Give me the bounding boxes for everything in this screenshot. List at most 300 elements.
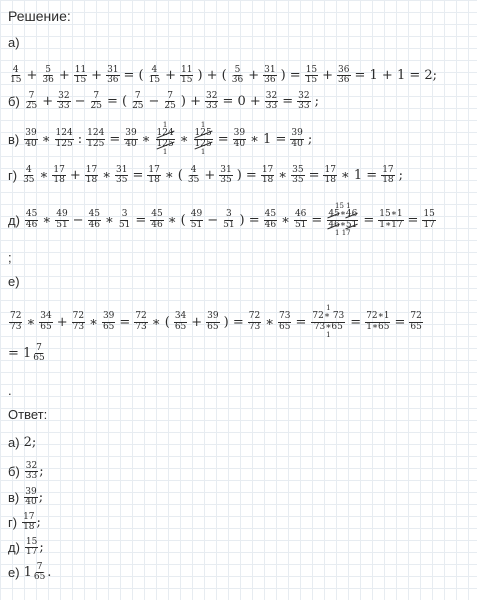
dot-text: . [8,383,12,398]
denominator: 51 [56,219,68,230]
operator: : [77,131,83,147]
fraction [25,462,38,482]
numerator: 17 [324,165,336,175]
fraction [118,210,131,230]
operator: ∗ [141,131,151,147]
fraction [134,312,147,332]
denominator: 35 [187,175,200,186]
fraction [422,210,435,230]
fraction [25,538,38,558]
fraction [222,210,235,230]
denominator: 17 [25,547,38,558]
cancelled-fraction [194,122,213,157]
denominator: 46 [25,219,38,230]
cancelled-number: 125 [156,138,174,149]
operator: ∗ [26,314,36,330]
denominator: 15 [74,75,87,86]
fraction [24,129,37,149]
fraction [88,210,101,230]
fraction [264,210,277,230]
operator: ; [314,94,319,110]
numerator: 72∗1 [366,311,390,322]
denominator: 46 [88,219,101,230]
numerator: 39 [291,128,303,139]
fraction [409,312,422,332]
cancelled-number: 125 [194,128,212,139]
fraction [323,166,336,186]
part-d-label: д) [8,212,20,228]
operator: ; [307,131,313,147]
answer-item [8,488,43,508]
part-g-label: г) [8,168,18,184]
numerator: 15 [305,65,318,75]
answer-label: д) [8,540,20,556]
numerator: 72 [10,311,22,322]
fraction [233,129,246,149]
numerator: 4 [151,65,158,75]
cancelled-fraction [311,305,345,340]
operator: ; [398,168,404,184]
numerator: 73 [279,311,291,322]
numerator: 7 [28,91,35,101]
part-b-equation [8,92,322,112]
denominator: 17 [423,219,435,230]
fraction [231,66,244,86]
operator: + [91,68,103,84]
denominator: 35 [292,175,304,186]
numerator: 34 [40,311,52,322]
numerator: 4 [190,165,197,175]
denominator: 36 [264,75,276,86]
fraction [25,92,38,112]
fraction [115,166,128,186]
fraction [106,66,119,86]
fraction [39,312,52,332]
numerator: 4 [12,65,19,75]
denominator: 125 [55,138,73,149]
denominator: 65 [174,321,187,332]
fraction [150,210,163,230]
fraction [25,210,38,230]
answer-item [8,563,51,583]
numerator: 7 [36,562,43,572]
operator: + [322,68,334,84]
fraction [102,312,115,332]
operator: = ( [123,68,144,84]
operator: ∗ ( [164,168,183,184]
fraction [41,66,54,86]
answer-item [8,462,44,482]
fraction [147,166,160,186]
numerator: 32 [205,91,218,101]
numerator: 39 [102,311,115,322]
denominator: 65 [102,321,115,332]
denominator: 18 [148,175,160,186]
numerator: 39 [25,128,37,139]
denominator: 40 [233,138,246,149]
numerator: 72 [72,311,85,322]
denominator: 40 [25,138,37,149]
fraction [131,92,144,112]
operator: + [26,68,38,84]
cancelled-number: 45 [328,209,340,220]
denominator: 51 [294,219,307,230]
operator: = [119,314,131,330]
operator: + [248,68,260,84]
cancelled-number: 46 [345,209,358,220]
denominator: 18 [324,175,336,186]
part-a-label: а) [8,35,20,50]
numerator: 17 [85,165,98,175]
part-d-equation [8,203,437,238]
denominator: 36 [231,75,244,86]
fraction [263,66,276,86]
fraction [294,210,307,230]
fraction [148,66,161,86]
cancel-bottom: 1 17 [335,229,351,238]
fraction [86,129,105,149]
fraction [180,66,193,86]
operator: ) + [180,94,201,110]
operator: ∗ [39,168,49,184]
part-e-label: е) [8,274,20,289]
fraction [291,166,304,186]
fraction [33,563,46,583]
part-v-label: в) [8,131,20,147]
cancelled-fraction [327,203,358,238]
operator: = ( [106,94,128,110]
answer-label: в) [8,490,20,506]
cancel-top: 1 [200,121,206,129]
denominator: 65 [207,321,219,332]
fraction [261,166,274,186]
cancelled-number: 125 [194,138,212,149]
numerator: 5 [45,65,51,75]
denominator: 35 [23,175,35,186]
denominator: 73 [10,321,22,332]
denominator [157,140,174,149]
numerator: 32 [58,91,70,101]
numerator: 46 [294,209,307,220]
numerator: 3 [225,209,232,220]
fraction [74,66,87,86]
denominator: 15 [148,75,161,86]
numerator: 15 [25,537,38,547]
denominator: 25 [164,101,176,112]
denominator: 36 [107,75,119,86]
operator: ∗ [105,212,114,228]
numerator: 5 [234,65,241,75]
denominator: 18 [85,175,98,186]
operator: ∗ [42,212,52,228]
denominator: 73 [248,321,261,332]
numerator: 45 [264,209,277,220]
denominator: 33 [298,101,310,112]
operator: ∗ 1 = [340,168,378,184]
numerator: 32 [298,91,310,101]
operator: ) = [236,168,257,184]
cancelled-fraction [156,122,175,157]
numerator: 39 [207,311,219,322]
operator: ∗ [179,131,189,147]
fraction [337,66,350,86]
numerator: 32 [25,461,38,471]
denominator: 18 [382,175,394,186]
part-b-label: б) [8,94,20,110]
answer-end: ; [38,490,44,506]
denominator: 65 [33,572,46,583]
numerator: 45 [25,209,38,220]
operator: ) = [223,314,244,330]
operator: + [204,168,216,184]
numerator: 17 [148,165,160,175]
denominator: 73∗65 [313,321,343,332]
answer-label: а) [8,435,20,450]
fraction [219,166,232,186]
numerator: 11 [74,65,87,75]
numerator: 72 [410,311,422,322]
numerator: 7 [93,91,100,101]
denominator: 25 [25,101,38,112]
denominator: 46 [264,219,277,230]
answer-item [8,513,41,533]
numerator: 3 [121,209,128,220]
denominator: 51 [118,219,131,230]
answer-title: Ответ: [8,407,48,422]
part-e-result [8,344,47,364]
numerator: 31 [264,65,276,75]
operator: = [282,94,294,110]
numerator: 15 [423,209,435,220]
answer-end: ; [36,515,41,531]
numerator: 17 [53,165,65,175]
fraction [22,513,35,533]
denominator: 33 [205,101,218,112]
answer-whole: 1 [23,565,32,581]
operator: − [207,212,219,228]
answer-end: ; [39,464,44,480]
numerator: 7 [167,91,174,101]
operator: = [363,212,375,228]
numerator: 35 [292,165,304,175]
denominator: 15 [10,75,22,86]
denominator: 15 [181,75,193,86]
cancelled-number: 124 [156,128,174,139]
denominator: 25 [90,101,102,112]
fraction [24,488,37,508]
operator: ∗ 1 = [250,131,287,147]
numerator: 49 [56,209,68,220]
fraction [9,312,22,332]
cancel-bottom: 1 [200,148,206,157]
operator: ∗ [278,168,288,184]
fraction [187,166,200,186]
denominator: 51 [223,219,235,230]
denominator: 35 [220,175,232,186]
denominator: 40 [125,138,137,149]
operator: − [72,212,84,228]
numerator: 11 [181,65,193,75]
numerator: 39 [125,128,137,139]
denominator: 73 [72,321,85,332]
denominator: 36 [42,75,54,86]
operator: = 1 + 1 = 2; [354,68,438,84]
numerator: 31 [220,165,232,175]
denominator: 35 [116,175,128,186]
numerator: 36 [338,65,350,75]
part-e-equation [8,305,424,340]
fraction [305,66,318,86]
fraction [297,92,310,112]
denominator: 36 [338,75,350,86]
operator: + [191,314,203,330]
operator: ) = [239,212,260,228]
fraction [90,92,103,112]
operator: = [350,314,362,330]
fraction [52,166,65,186]
fraction [85,166,98,186]
cancel-bottom: 1 [162,148,168,157]
answer-item [8,436,36,449]
numerator: 4 [25,165,32,175]
numerator: 34 [174,311,187,322]
answer-end: ; [39,540,44,556]
fraction [163,92,176,112]
fraction [381,166,394,186]
answer-label: б) [8,464,20,480]
cancelled-number: 51 [345,219,358,230]
numerator: 39 [233,128,246,139]
operator: = [295,314,307,330]
denominator: 65 [279,321,291,332]
denominator: 1∗65 [366,321,390,332]
numerator: 45 [151,209,163,220]
denominator: 18 [23,522,35,533]
operator: + [165,68,176,84]
numerator: 124 [87,128,105,139]
denominator: 33 [265,101,278,112]
operator: = [308,168,320,184]
part-e-result-prefix: = 1 [8,346,32,362]
fraction [9,66,22,86]
denominator: 33 [58,101,70,112]
numerator: 32 [265,91,278,101]
denominator: 65 [40,321,52,332]
operator: = [217,131,229,147]
numerator: 31 [116,165,128,175]
fraction [290,129,303,149]
operator: = [407,212,419,228]
fraction [190,210,203,230]
cancel-bottom: 1 [326,331,331,340]
numerator: 7 [134,91,141,101]
numerator: 45 [88,209,101,220]
operator: − [74,94,86,110]
operator: ∗ [102,168,112,184]
numerator: 39 [25,487,37,497]
operator: = 0 + [222,94,261,110]
operator: + [58,68,70,84]
part-g-equation [8,166,406,186]
answer-whole: 2; [23,435,37,450]
denominator: 46 [151,219,163,230]
operator: ∗ ( [167,212,186,228]
part-a-equation [8,66,440,86]
operator: + [69,168,81,184]
operator: ∗ [339,219,346,230]
denominator: 40 [291,138,303,149]
fraction [265,92,278,112]
solution-title: Решение: [8,8,71,24]
operator: = [132,168,144,184]
operator: ) + ( [197,68,227,84]
fraction [22,166,35,186]
fraction [205,92,218,112]
numerator: 72 [248,311,261,322]
numerator: 17 [23,512,35,522]
cancelled-number: 46 [328,219,340,230]
answer-item [8,538,44,558]
cancel-top: 1 [326,304,331,312]
part-v-equation [8,122,315,157]
numerator: 72∗ 73 [312,311,345,322]
operator: = [135,212,147,228]
operator: ) = [280,68,301,84]
fraction [248,312,261,332]
semicolon-text: ; [8,250,12,265]
cancel-top: 15 1 [335,202,351,210]
denominator: 40 [25,497,37,508]
denominator: 33 [25,471,38,482]
operator: = [311,212,323,228]
fraction [174,312,187,332]
operator: ∗ [281,212,290,228]
denominator: 73 [135,321,147,332]
numerator: 17 [261,165,274,175]
numerator: 72 [135,311,147,322]
cancel-top: 1 [162,121,168,129]
denominator: 15 [305,75,318,86]
answer-label: е) [8,565,20,581]
fraction [55,129,74,149]
fraction [206,312,219,332]
numerator: 15∗1 [379,209,403,220]
numerator: 124 [55,128,73,139]
operator: ∗ [265,314,275,330]
denominator: 125 [87,138,105,149]
fraction [365,312,390,332]
fraction [124,129,137,149]
numerator: 17 [382,165,394,175]
numerator: 31 [107,65,119,75]
fraction [55,210,68,230]
operator: ∗ [41,131,51,147]
denominator: 25 [132,101,144,112]
operator: = [109,131,121,147]
operator: ∗ [339,209,346,220]
answer-end: . [47,565,52,581]
denominator: 18 [261,175,274,186]
operator: = [394,314,406,330]
operator: − [148,94,160,110]
operator: ∗ ( [151,314,170,330]
denominator: 65 [410,321,422,332]
operator: + [56,314,68,330]
fraction [278,312,291,332]
denominator: 18 [53,175,65,186]
denominator: 1∗17 [379,219,403,230]
fraction [72,312,85,332]
